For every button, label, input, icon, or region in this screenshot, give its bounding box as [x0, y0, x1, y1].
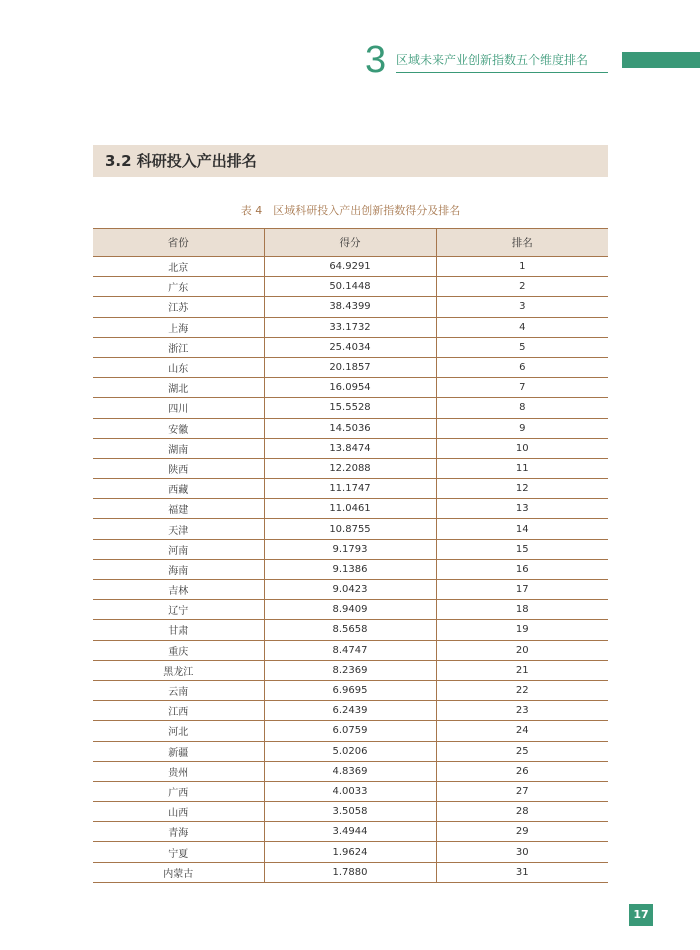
- rank-cell: 1: [436, 257, 608, 277]
- table-row: [93, 297, 608, 317]
- score-cell: 14.5036: [264, 418, 436, 438]
- province-cell: 安徽: [93, 418, 264, 438]
- table-row: [93, 317, 608, 337]
- rank-cell: 8: [436, 398, 608, 418]
- ranking-table: [93, 228, 608, 883]
- province-cell: 青海: [93, 822, 264, 842]
- score-cell: 10.8755: [264, 519, 436, 539]
- rank-cell: 31: [436, 862, 608, 882]
- score-cell: 25.4034: [264, 337, 436, 357]
- table-row: [93, 701, 608, 721]
- score-cell: 64.9291: [264, 257, 436, 277]
- province-cell: 贵州: [93, 761, 264, 781]
- table-row: [93, 337, 608, 357]
- rank-cell: 23: [436, 701, 608, 721]
- rank-cell: 21: [436, 660, 608, 680]
- rank-cell: 14: [436, 519, 608, 539]
- province-cell: 上海: [93, 317, 264, 337]
- rank-cell: 20: [436, 640, 608, 660]
- table-row: [93, 741, 608, 761]
- province-cell: 江苏: [93, 297, 264, 317]
- province-cell: 陕西: [93, 458, 264, 478]
- rank-cell: 26: [436, 761, 608, 781]
- table-row: [93, 438, 608, 458]
- score-cell: 11.1747: [264, 479, 436, 499]
- rank-cell: 25: [436, 741, 608, 761]
- column-header-score: 得分: [264, 229, 436, 257]
- province-cell: 湖南: [93, 438, 264, 458]
- province-cell: 四川: [93, 398, 264, 418]
- score-cell: 12.2088: [264, 458, 436, 478]
- chapter-title: 区域未来产业创新指数五个维度排名: [396, 53, 589, 67]
- rank-cell: 3: [436, 297, 608, 317]
- score-cell: 16.0954: [264, 378, 436, 398]
- province-cell: 辽宁: [93, 600, 264, 620]
- score-cell: 1.7880: [264, 862, 436, 882]
- rank-cell: 24: [436, 721, 608, 741]
- province-cell: 宁夏: [93, 842, 264, 862]
- rank-cell: 28: [436, 802, 608, 822]
- rank-cell: 18: [436, 600, 608, 620]
- province-cell: 天津: [93, 519, 264, 539]
- province-cell: 甘肃: [93, 620, 264, 640]
- table-row: [93, 620, 608, 640]
- score-cell: 9.1386: [264, 559, 436, 579]
- score-cell: 50.1448: [264, 277, 436, 297]
- score-cell: 33.1732: [264, 317, 436, 337]
- province-cell: 福建: [93, 499, 264, 519]
- score-cell: 8.9409: [264, 600, 436, 620]
- province-cell: 湖北: [93, 378, 264, 398]
- province-cell: 北京: [93, 257, 264, 277]
- score-cell: 9.1793: [264, 539, 436, 559]
- table-row: [93, 640, 608, 660]
- table-body: [93, 257, 608, 883]
- rank-cell: 6: [436, 357, 608, 377]
- score-cell: 4.8369: [264, 761, 436, 781]
- province-cell: 黑龙江: [93, 660, 264, 680]
- table-row: [93, 822, 608, 842]
- score-cell: 15.5528: [264, 398, 436, 418]
- province-cell: 海南: [93, 559, 264, 579]
- score-cell: 5.0206: [264, 741, 436, 761]
- section-banner: [93, 145, 608, 177]
- province-cell: 西藏: [93, 479, 264, 499]
- table-row: [93, 721, 608, 741]
- table-row: [93, 580, 608, 600]
- table-row: [93, 781, 608, 801]
- table-row: [93, 600, 608, 620]
- table-row: [93, 499, 608, 519]
- rank-cell: 4: [436, 317, 608, 337]
- score-cell: 9.0423: [264, 580, 436, 600]
- score-cell: 3.4944: [264, 822, 436, 842]
- province-cell: 内蒙古: [93, 862, 264, 882]
- chapter-accent-bar: [622, 52, 700, 68]
- score-cell: 8.5658: [264, 620, 436, 640]
- province-cell: 云南: [93, 680, 264, 700]
- province-cell: 山西: [93, 802, 264, 822]
- province-cell: 广西: [93, 781, 264, 801]
- rank-cell: 2: [436, 277, 608, 297]
- score-cell: 11.0461: [264, 499, 436, 519]
- table-row: [93, 660, 608, 680]
- score-cell: 38.4399: [264, 297, 436, 317]
- table-row: [93, 761, 608, 781]
- table-row: [93, 458, 608, 478]
- rank-cell: 29: [436, 822, 608, 842]
- province-cell: 重庆: [93, 640, 264, 660]
- rank-cell: 9: [436, 418, 608, 438]
- rank-cell: 11: [436, 458, 608, 478]
- table-header-row: [93, 229, 608, 257]
- province-cell: 浙江: [93, 337, 264, 357]
- rank-cell: 5: [436, 337, 608, 357]
- table-row: [93, 559, 608, 579]
- score-cell: 8.4747: [264, 640, 436, 660]
- column-header-rank: 排名: [436, 229, 608, 257]
- province-cell: 新疆: [93, 741, 264, 761]
- table-row: [93, 378, 608, 398]
- rank-cell: 12: [436, 479, 608, 499]
- rank-cell: 16: [436, 559, 608, 579]
- rank-cell: 13: [436, 499, 608, 519]
- score-cell: 13.8474: [264, 438, 436, 458]
- table-row: [93, 539, 608, 559]
- province-cell: 江西: [93, 701, 264, 721]
- rank-cell: 10: [436, 438, 608, 458]
- score-cell: 8.2369: [264, 660, 436, 680]
- page-number: 17: [629, 904, 653, 926]
- province-cell: 广东: [93, 277, 264, 297]
- score-cell: 6.2439: [264, 701, 436, 721]
- table-caption: 表 4 区域科研投入产出创新指数得分及排名: [240, 204, 461, 217]
- chapter-number: 3: [365, 39, 387, 81]
- table-row: [93, 398, 608, 418]
- score-cell: 1.9624: [264, 842, 436, 862]
- province-cell: 吉林: [93, 580, 264, 600]
- rank-cell: 27: [436, 781, 608, 801]
- table-row: [93, 842, 608, 862]
- score-cell: 4.0033: [264, 781, 436, 801]
- table-row: [93, 257, 608, 277]
- score-cell: 20.1857: [264, 357, 436, 377]
- rank-cell: 19: [436, 620, 608, 640]
- province-cell: 山东: [93, 357, 264, 377]
- table-row: [93, 277, 608, 297]
- table-row: [93, 479, 608, 499]
- table-row: [93, 519, 608, 539]
- rank-cell: 22: [436, 680, 608, 700]
- rank-cell: 30: [436, 842, 608, 862]
- column-header-province: 省份: [93, 229, 264, 257]
- table-row: [93, 357, 608, 377]
- score-cell: 3.5058: [264, 802, 436, 822]
- rank-cell: 17: [436, 580, 608, 600]
- section-title: 3.2 科研投入产出排名: [105, 152, 257, 170]
- table-row: [93, 418, 608, 438]
- province-cell: 河南: [93, 539, 264, 559]
- province-cell: 河北: [93, 721, 264, 741]
- table-row: [93, 862, 608, 882]
- chapter-underline: [396, 72, 608, 73]
- score-cell: 6.9695: [264, 680, 436, 700]
- rank-cell: 7: [436, 378, 608, 398]
- table-row: [93, 680, 608, 700]
- score-cell: 6.0759: [264, 721, 436, 741]
- rank-cell: 15: [436, 539, 608, 559]
- table-row: [93, 802, 608, 822]
